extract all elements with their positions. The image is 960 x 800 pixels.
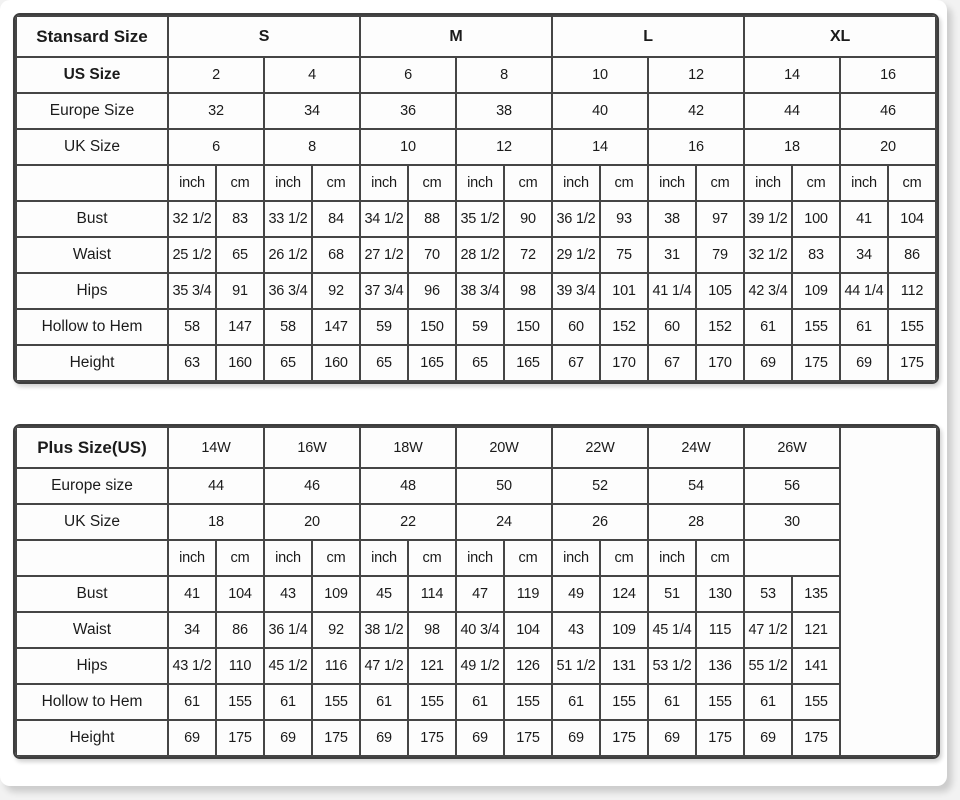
standard-size-table [13, 13, 939, 384]
cell: 61 [648, 684, 696, 720]
cell: 152 [696, 309, 744, 345]
cell: 155 [408, 684, 456, 720]
cell: 32 [168, 93, 264, 129]
cell: 25 1/2 [168, 237, 216, 273]
us-size-row [16, 57, 936, 93]
cell: 59 [456, 309, 504, 345]
cell: 26W [744, 427, 840, 468]
europe-size-row [16, 93, 936, 129]
cell: 16W [264, 427, 360, 468]
cell: 150 [408, 309, 456, 345]
standard-size-grid [15, 15, 937, 382]
cell: inch [456, 540, 504, 576]
size-group-row [16, 16, 936, 57]
uk-size-row [16, 504, 937, 540]
uk-size-row-label: UK Size [16, 504, 168, 540]
cell: inch [552, 540, 600, 576]
waist-row-label: Waist [16, 237, 168, 273]
cell: 175 [504, 720, 552, 756]
cell: 100 [792, 201, 840, 237]
waist-row [16, 612, 937, 648]
cell: 47 1/2 [360, 648, 408, 684]
cell: 20 [840, 129, 936, 165]
cell: 43 [264, 576, 312, 612]
cell: 35 1/2 [456, 201, 504, 237]
cell: 147 [312, 309, 360, 345]
cell: cm [312, 540, 360, 576]
plus-size-row-label: Plus Size(US) [16, 427, 168, 468]
cell: 35 3/4 [168, 273, 216, 309]
cell: 86 [216, 612, 264, 648]
cell: 44 1/4 [840, 273, 888, 309]
cell: 69 [360, 720, 408, 756]
cell: cm [600, 165, 648, 201]
unit-row-label [16, 165, 168, 201]
cell: cm [216, 540, 264, 576]
cell: 38 1/2 [360, 612, 408, 648]
cell: 45 1/4 [648, 612, 696, 648]
cell: 175 [408, 720, 456, 756]
cell: 47 [456, 576, 504, 612]
cell: cm [312, 165, 360, 201]
cell: 61 [360, 684, 408, 720]
cell: 59 [360, 309, 408, 345]
cell: inch [456, 165, 504, 201]
plus-size-grid [15, 426, 938, 757]
cell: inch [360, 540, 408, 576]
cell: 104 [888, 201, 936, 237]
bust-row-label: Bust [16, 576, 168, 612]
cell: 175 [312, 720, 360, 756]
waist-row [16, 237, 936, 273]
cell: 65 [264, 345, 312, 381]
cell: 104 [216, 576, 264, 612]
cell: 175 [792, 345, 840, 381]
cell: 61 [456, 684, 504, 720]
cell: 75 [600, 237, 648, 273]
cell: 20W [456, 427, 552, 468]
cell: 2 [168, 57, 264, 93]
europe-size-row-label: Europe size [16, 468, 168, 504]
cell: 22W [552, 427, 648, 468]
cell: 42 [648, 93, 744, 129]
cell: 79 [696, 237, 744, 273]
cell: 8 [264, 129, 360, 165]
cell: 18 [744, 129, 840, 165]
cell: 26 [552, 504, 648, 540]
cell: 47 1/2 [744, 612, 792, 648]
hollow-to-hem-row-label: Hollow to Hem [16, 309, 168, 345]
cell: 46 [840, 93, 936, 129]
hips-row [16, 273, 936, 309]
height-row [16, 720, 937, 756]
cell: 155 [312, 684, 360, 720]
cell: 45 [360, 576, 408, 612]
cell: 68 [312, 237, 360, 273]
cell: 61 [744, 309, 792, 345]
waist-row-label: Waist [16, 612, 168, 648]
cell: 93 [600, 201, 648, 237]
cell: 29 1/2 [552, 237, 600, 273]
empty-cell [840, 427, 937, 756]
cell: 26 1/2 [264, 237, 312, 273]
cell: 53 [744, 576, 792, 612]
cell: inch [168, 165, 216, 201]
cell: 116 [312, 648, 360, 684]
cell: 28 1/2 [456, 237, 504, 273]
cell: 43 1/2 [168, 648, 216, 684]
cell: 69 [552, 720, 600, 756]
cell: 69 [840, 345, 888, 381]
cell: 30 [744, 504, 840, 540]
cell: cm [792, 165, 840, 201]
cell: cm [408, 540, 456, 576]
cell: cm [696, 540, 744, 576]
cell: 56 [744, 468, 840, 504]
cell: cm [696, 165, 744, 201]
cell: 41 1/4 [648, 273, 696, 309]
cell: 97 [696, 201, 744, 237]
cell: 24W [648, 427, 744, 468]
cell: 160 [312, 345, 360, 381]
cell: 86 [888, 237, 936, 273]
cell: S [168, 16, 360, 57]
cell: 61 [264, 684, 312, 720]
cell: 121 [408, 648, 456, 684]
cell: 32 1/2 [168, 201, 216, 237]
cell: 114 [408, 576, 456, 612]
cell: 65 [456, 345, 504, 381]
cell: 165 [504, 345, 552, 381]
cell: 112 [888, 273, 936, 309]
cell: 28 [648, 504, 744, 540]
cell: 34 1/2 [360, 201, 408, 237]
cell: 155 [696, 684, 744, 720]
cell: 24 [456, 504, 552, 540]
cell: 70 [408, 237, 456, 273]
size-group-row-label: Stansard Size [16, 16, 168, 57]
cell: 155 [792, 309, 840, 345]
cell: inch [552, 165, 600, 201]
cell: 72 [504, 237, 552, 273]
cell: 37 3/4 [360, 273, 408, 309]
cell: 61 [168, 684, 216, 720]
hips-row-label: Hips [16, 273, 168, 309]
cell: 124 [600, 576, 648, 612]
cell: 39 3/4 [552, 273, 600, 309]
cell: 51 1/2 [552, 648, 600, 684]
cell: 92 [312, 612, 360, 648]
cell: 147 [216, 309, 264, 345]
cell: inch [744, 165, 792, 201]
cell: inch [840, 165, 888, 201]
cell: 90 [504, 201, 552, 237]
cell: 119 [504, 576, 552, 612]
cell: 16 [840, 57, 936, 93]
cell: 14 [744, 57, 840, 93]
hollow-to-hem-row [16, 309, 936, 345]
cell: 10 [360, 129, 456, 165]
cell: 130 [696, 576, 744, 612]
cell: 165 [408, 345, 456, 381]
cell: inch [360, 165, 408, 201]
plus-size-row [16, 427, 937, 468]
cell: 65 [360, 345, 408, 381]
cell: L [552, 16, 744, 57]
cell: 69 [744, 345, 792, 381]
cell: 12 [648, 57, 744, 93]
cell: 12 [456, 129, 552, 165]
cell: cm [504, 165, 552, 201]
cell: 69 [456, 720, 504, 756]
cell: 6 [360, 57, 456, 93]
cell: 98 [504, 273, 552, 309]
cell: 44 [168, 468, 264, 504]
cell: 55 1/2 [744, 648, 792, 684]
europe-size-row [16, 468, 937, 504]
cell: cm [888, 165, 936, 201]
cell: cm [408, 165, 456, 201]
cell: 136 [696, 648, 744, 684]
cell: cm [216, 165, 264, 201]
cell: 69 [168, 720, 216, 756]
cell: cm [600, 540, 648, 576]
cell: 83 [792, 237, 840, 273]
height-row-label: Height [16, 345, 168, 381]
cell: 175 [600, 720, 648, 756]
cell: 39 1/2 [744, 201, 792, 237]
unit-row [16, 165, 936, 201]
bust-row [16, 576, 937, 612]
cell: 38 [648, 201, 696, 237]
cell: 83 [216, 201, 264, 237]
cell: 52 [552, 468, 648, 504]
cell: 63 [168, 345, 216, 381]
cell: inch [648, 165, 696, 201]
cell: 58 [264, 309, 312, 345]
cell: 6 [168, 129, 264, 165]
hips-row [16, 648, 937, 684]
cell: 109 [792, 273, 840, 309]
cell: 42 3/4 [744, 273, 792, 309]
unit-row-label [16, 540, 168, 576]
cell: 38 3/4 [456, 273, 504, 309]
cell: 60 [648, 309, 696, 345]
cell: 155 [216, 684, 264, 720]
cell: 32 1/2 [744, 237, 792, 273]
cell: 18W [360, 427, 456, 468]
plus-size-table [13, 424, 940, 759]
bust-row-label: Bust [16, 201, 168, 237]
cell: 36 1/4 [264, 612, 312, 648]
cell: 43 [552, 612, 600, 648]
cell: 67 [552, 345, 600, 381]
cell: 69 [648, 720, 696, 756]
cell: 155 [888, 309, 936, 345]
unit-row [16, 540, 937, 576]
cell: 20 [264, 504, 360, 540]
cell: 131 [600, 648, 648, 684]
cell: 105 [696, 273, 744, 309]
cell: 170 [600, 345, 648, 381]
cell: 135 [792, 576, 840, 612]
cell: 40 3/4 [456, 612, 504, 648]
cell: 96 [408, 273, 456, 309]
us-size-row-label: US Size [16, 57, 168, 93]
cell: 160 [216, 345, 264, 381]
cell: 27 1/2 [360, 237, 408, 273]
cell: 121 [792, 612, 840, 648]
hips-row-label: Hips [16, 648, 168, 684]
cell: 34 [168, 612, 216, 648]
cell: 141 [792, 648, 840, 684]
cell: 49 1/2 [456, 648, 504, 684]
cell: 40 [552, 93, 648, 129]
cell: XL [744, 16, 936, 57]
cell: 98 [408, 612, 456, 648]
cell: 126 [504, 648, 552, 684]
uk-size-row [16, 129, 936, 165]
cell: 155 [792, 684, 840, 720]
cell: 53 1/2 [648, 648, 696, 684]
cell: 54 [648, 468, 744, 504]
cell: 31 [648, 237, 696, 273]
cell: 10 [552, 57, 648, 93]
cell: 45 1/2 [264, 648, 312, 684]
cell: 36 [360, 93, 456, 129]
cell: 104 [504, 612, 552, 648]
cell: 61 [840, 309, 888, 345]
cell: 155 [600, 684, 648, 720]
cell: 84 [312, 201, 360, 237]
cell: 51 [648, 576, 696, 612]
cell: 92 [312, 273, 360, 309]
cell: 38 [456, 93, 552, 129]
hollow-to-hem-row [16, 684, 937, 720]
cell: 69 [744, 720, 792, 756]
height-row-label: Height [16, 720, 168, 756]
cell: 16 [648, 129, 744, 165]
cell: 18 [168, 504, 264, 540]
cell: 61 [744, 684, 792, 720]
cell: inch [168, 540, 216, 576]
cell: 46 [264, 468, 360, 504]
cell: 48 [360, 468, 456, 504]
cell: 109 [312, 576, 360, 612]
cell: 34 [264, 93, 360, 129]
cell: 33 1/2 [264, 201, 312, 237]
cell: 115 [696, 612, 744, 648]
cell: 49 [552, 576, 600, 612]
height-row [16, 345, 936, 381]
cell: 41 [168, 576, 216, 612]
cell: 155 [504, 684, 552, 720]
cell: 152 [600, 309, 648, 345]
cell: 44 [744, 93, 840, 129]
europe-size-row-label: Europe Size [16, 93, 168, 129]
cell: cm [504, 540, 552, 576]
cell: 8 [456, 57, 552, 93]
cell: 88 [408, 201, 456, 237]
cell: 91 [216, 273, 264, 309]
cell: 65 [216, 237, 264, 273]
cell: 67 [648, 345, 696, 381]
cell: 69 [264, 720, 312, 756]
cell: 34 [840, 237, 888, 273]
cell: 36 1/2 [552, 201, 600, 237]
cell: 101 [600, 273, 648, 309]
cell: 109 [600, 612, 648, 648]
cell: 110 [216, 648, 264, 684]
cell: 150 [504, 309, 552, 345]
cell: 175 [888, 345, 936, 381]
cell: 4 [264, 57, 360, 93]
cell: 58 [168, 309, 216, 345]
cell: 14W [168, 427, 264, 468]
cell: 14 [552, 129, 648, 165]
cell: M [360, 16, 552, 57]
cell: 41 [840, 201, 888, 237]
cell: 60 [552, 309, 600, 345]
cell: 175 [792, 720, 840, 756]
cell: 175 [696, 720, 744, 756]
uk-size-row-label: UK Size [16, 129, 168, 165]
bust-row [16, 201, 936, 237]
cell: 175 [216, 720, 264, 756]
cell: 50 [456, 468, 552, 504]
cell: 61 [552, 684, 600, 720]
cell: 22 [360, 504, 456, 540]
cell: inch [264, 165, 312, 201]
cell: inch [648, 540, 696, 576]
hollow-to-hem-row-label: Hollow to Hem [16, 684, 168, 720]
cell: 170 [696, 345, 744, 381]
cell: 36 3/4 [264, 273, 312, 309]
cell: inch [264, 540, 312, 576]
